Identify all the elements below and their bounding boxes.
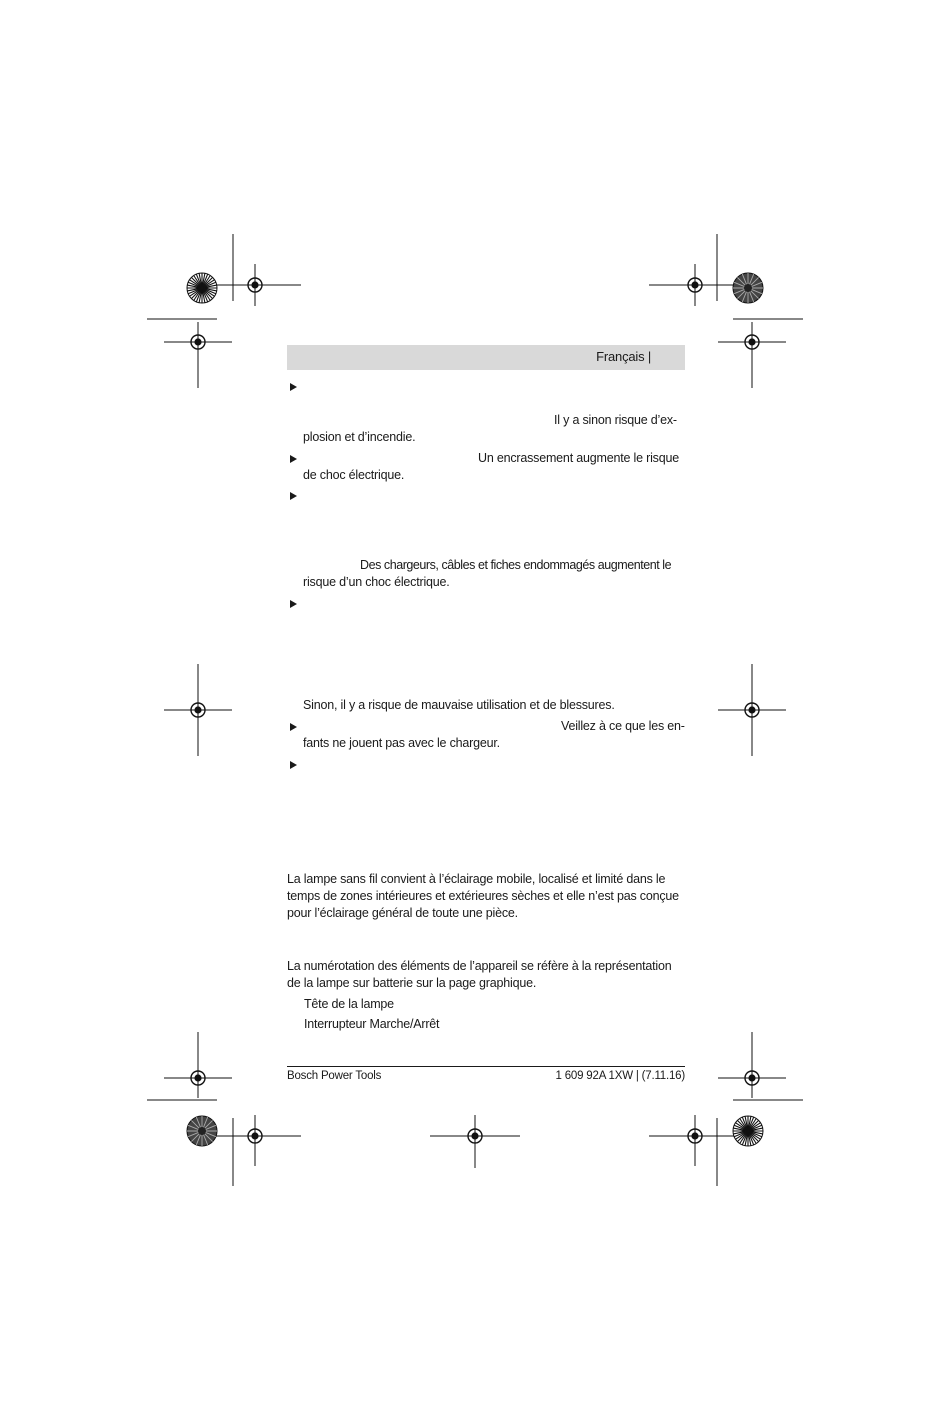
footer-rule (287, 1066, 685, 1067)
language-label: Français | (596, 349, 651, 364)
components-intro: de la lampe sur batterie sur la page graphique. (287, 976, 537, 990)
usage-text: La lampe sans fil convient à l’éclairage mobile, localisé et limité dans le (287, 872, 666, 886)
safety-text: Sinon, il y a risque de mauvaise utilisation et de blessures. (303, 698, 615, 712)
bullet-arrow-icon (290, 383, 297, 391)
safety-text: risque d’un choc électrique. (303, 575, 450, 589)
page-header-band (287, 345, 685, 370)
bullet-arrow-icon (290, 600, 297, 608)
bullet-arrow-icon (290, 723, 297, 731)
component-item: Interrupteur Marche/Arrêt (304, 1017, 440, 1031)
footer-brand: Bosch Power Tools (287, 1070, 382, 1082)
safety-text: Veillez à ce que les en- (561, 719, 685, 733)
safety-text: de choc électrique. (303, 468, 405, 482)
safety-text: Un encrassement augmente le risque (478, 451, 679, 465)
safety-text: Il y a sinon risque d’ex- (554, 413, 677, 427)
bullet-arrow-icon (290, 455, 297, 463)
bullet-arrow-icon (290, 492, 297, 500)
safety-text: Des chargeurs, câbles et fiches endommagés augmentent le (360, 558, 672, 572)
bullet-arrow-icon (290, 761, 297, 769)
safety-text: fants ne jouent pas avec le chargeur. (303, 736, 500, 750)
component-item: Tête de la lampe (304, 997, 394, 1011)
safety-text: plosion et d’incendie. (303, 430, 416, 444)
usage-text: temps de zones intérieures et extérieures sèches et elle n’est pas conçue (287, 889, 679, 903)
usage-text: pour l’éclairage général de toute une pièce. (287, 906, 518, 920)
footer-doc-ref: 1 609 92A 1XW | (7.11.16) (555, 1070, 685, 1082)
components-intro: La numérotation des éléments de l’appareil se réfère à la représentation (287, 959, 672, 973)
